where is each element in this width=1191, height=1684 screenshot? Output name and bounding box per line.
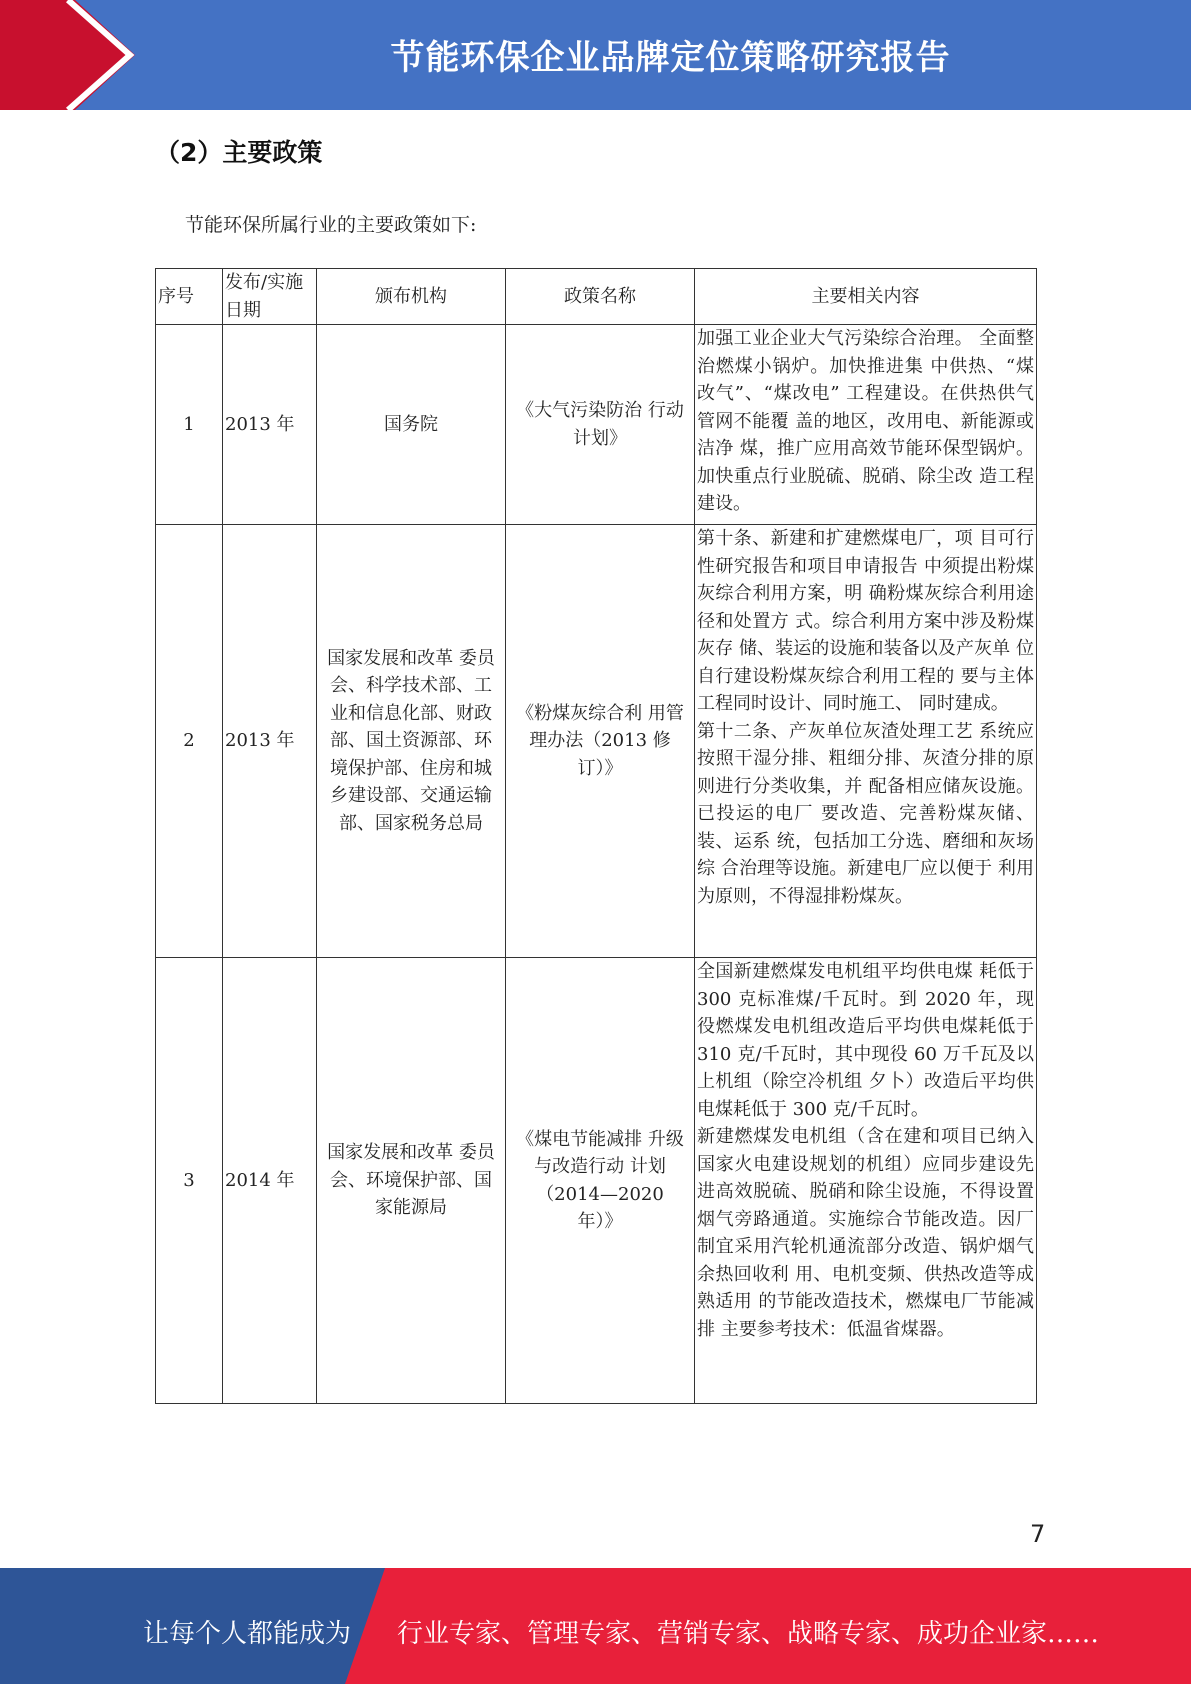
row-policy-name: 《煤电节能减排 升级与改造行动 计划（2014—2020 年）》 — [506, 958, 695, 1404]
footer-slogan-right: 行业专家、管理专家、营销专家、战略专家、成功企业家…… — [397, 1619, 1100, 1649]
table-row — [156, 525, 1037, 958]
page-number: 7 — [1030, 1520, 1046, 1548]
header-cell-agency: 颁布机构 — [317, 269, 506, 325]
row-content — [695, 958, 1037, 1404]
content-paragraph: 全国新建燃煤发电机组平均供电煤 耗低于 300 克标准煤/千瓦时。到 2020 年，现役燃煤发电机组改造后平均供电煤耗低于 310 克/千瓦时，其中现役 60 万千瓦及以上机组（除空冷机组 夕卜）改造后平均供电煤耗低于 300 克/千瓦时。 — [697, 961, 1034, 1120]
row-policy-name: 《粉煤灰综合利 用管理办法（2013 修订）》 — [506, 525, 695, 958]
policy-table — [155, 268, 1037, 1404]
row-date: 2013 年 — [223, 525, 317, 958]
row-num: 2 — [156, 525, 223, 958]
table-header-row — [156, 269, 1037, 325]
content-paragraph: 第十二条、产灰单位灰渣处理工艺 系统应按照干湿分排、粗细分排、灰渣分排的原则进行分类收集，并 配备相应储灰设施。已投运的电厂 要改造、完善粉煤灰储、装、运系 统，包括加工分选、磨细和灰场综 合治理等设施。新建电厂应以便于 利用为原则，不得湿排粉煤灰。 — [697, 720, 1034, 907]
row-content — [695, 525, 1037, 958]
header-cell-content: 主要相关内容 — [695, 269, 1037, 325]
row-date: 2013 年 — [223, 325, 317, 525]
footer-slogan-left: 让每个人都能成为 — [143, 1619, 352, 1649]
row-policy-name: 《大气污染防治 行动计划》 — [506, 325, 695, 525]
row-agency: 国务院 — [317, 325, 506, 525]
report-title: 节能环保企业品牌定位策略研究报告 — [390, 38, 951, 78]
header-cell-num: 序号 — [156, 269, 223, 325]
table-row — [156, 958, 1037, 1404]
content-paragraph: 新建燃煤发电机组（含在建和项目已纳入国家火电建设规划的机组）应同步建设先进高效脱硫、脱硝和除尘设施，不得设置烟气旁路通道。实施综合节能改造。因厂制宜采用汽轮机通流部分改造、锅炉烟气余热回收利 用、电机变频、供热改造等成熟适用 的节能改造技术，燃煤电厂节能减排 主要参考技术：低温省煤器。 — [697, 1126, 1034, 1340]
section-heading: （2）主要政策 — [155, 138, 323, 167]
row-agency: 国家发展和改革 委员会、环境保护部、国家能源局 — [317, 958, 506, 1404]
row-num: 3 — [156, 958, 223, 1404]
row-content — [695, 325, 1037, 525]
content-paragraph: 加强工业企业大气污染综合治理。 全面整治燃煤小锅炉。加快推进集 中供热、“煤改气”、“煤改电” 工程建设。在供热供气管网不能覆 盖的地区，改用电、新能源或洁净 煤，推广应用高效节能环保型锅炉。 加快重点行业脱硫、脱硝、除尘改 造工程建设。 — [697, 328, 1034, 514]
header-cell-policy-name: 政策名称 — [506, 269, 695, 325]
intro-text: 节能环保所属行业的主要政策如下: — [185, 214, 477, 236]
table-row — [156, 325, 1037, 525]
row-agency: 国家发展和改革 委员会、科学技术部、工业和信息化部、财政部、国土资源部、环境保护部、住房和城乡建设部、交通运输部、国家税务总局 — [317, 525, 506, 958]
footer-banner — [0, 1568, 1191, 1684]
header-cell-date: 发布/实施日期 — [223, 269, 317, 325]
row-num: 1 — [156, 325, 223, 525]
header-banner — [0, 0, 1191, 110]
row-date: 2014 年 — [223, 958, 317, 1404]
content-paragraph: 第十条、新建和扩建燃煤电厂，项 目可行性研究报告和项目申请报告 中须提出粉煤灰综合利用方案，明 确粉煤灰综合利用途径和处置方 式。综合利用方案中涉及粉煤灰存 储、装运的设施和装备以及产灰单 位自行建设粉煤灰综合利用工程的 要与主体工程同时设计、同时施工、 同时建成。 — [697, 528, 1034, 714]
